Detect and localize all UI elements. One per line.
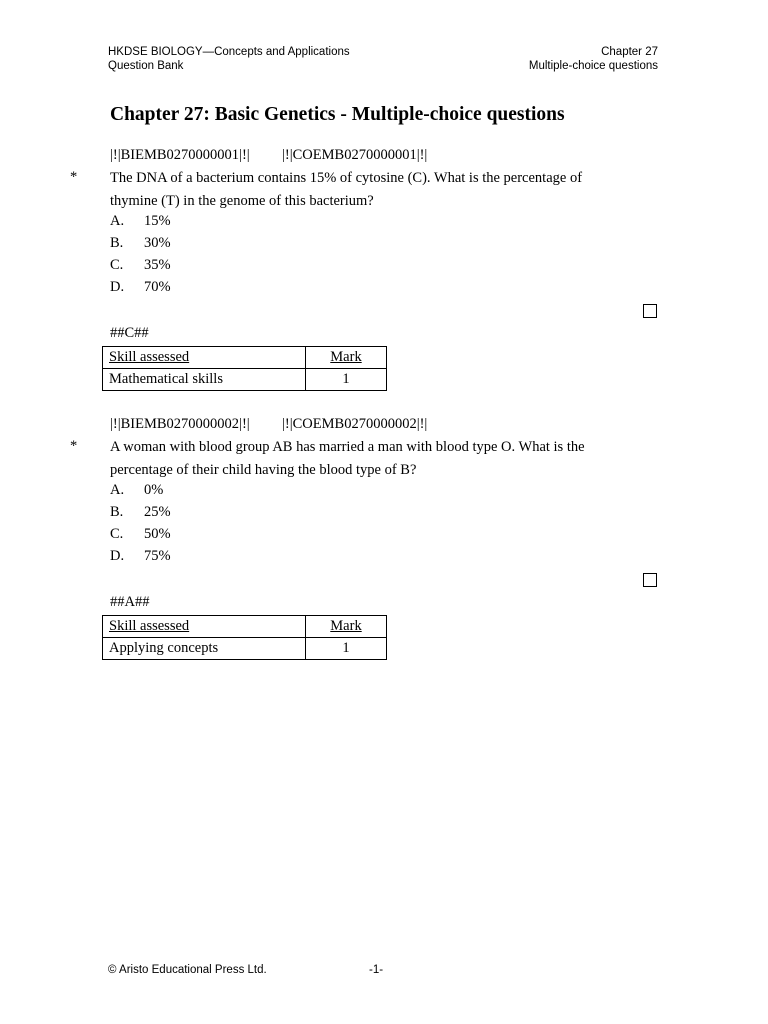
option-text: 25% [144,504,171,520]
table-row [103,638,387,660]
question-2-id-bio: |!|BIEMB0270000002|!| [110,416,250,432]
option-letter: B. [110,235,124,251]
option-letter: C. [110,526,124,542]
header-subtitle: Question Bank [108,60,184,72]
question-2-id-co: |!|COEMB0270000002|!| [282,416,428,432]
question-1-skill-table [102,346,387,391]
mark-header: Mark [330,349,362,365]
option-text: 15% [144,213,171,229]
option-letter: D. [110,548,125,564]
question-1-marker: * [70,169,78,185]
table-row [103,369,387,391]
question-2-stem: A woman with blood group AB has married a man with blood type O. What is the percentage of their child having the blood type of B? [110,439,585,478]
header-book-title: HKDSE BIOLOGY—Concepts and Applications [108,46,350,58]
question-1-answer-key: ##C## [110,325,149,341]
page-header-right [529,45,658,73]
question-1-option-b [110,235,171,252]
option-text: 70% [144,279,171,295]
question-2-ids [110,416,428,433]
table-row [103,347,387,369]
page-title: Chapter 27: Basic Genetics - Multiple-choice questions [110,104,565,125]
question-1-id-bio: |!|BIEMB0270000001|!| [110,147,250,163]
footer-page-number: -1- [369,964,384,976]
option-letter: A. [110,213,125,229]
question-1-answer-checkbox[interactable] [643,304,657,318]
question-1-option-a [110,213,171,230]
option-letter: D. [110,279,125,295]
skill-header: Skill assessed [109,349,190,365]
skill-value: Mathematical skills [103,369,306,391]
question-2-marker: * [70,438,78,454]
option-text: 50% [144,526,171,542]
header-section: Multiple-choice questions [528,60,658,72]
skill-header: Skill assessed [109,618,190,634]
header-chapter: Chapter 27 [601,46,658,58]
mark-header: Mark [330,618,362,634]
option-letter: A. [110,482,125,498]
option-text: 30% [144,235,171,251]
option-letter: C. [110,257,124,273]
question-2-skill-table [102,615,387,660]
question-2-answer-checkbox[interactable] [643,573,657,587]
question-2-option-a [110,482,163,499]
skill-header-cell [103,616,306,638]
option-letter: B. [110,504,124,520]
table-row [103,616,387,638]
mark-header-cell [306,347,387,369]
question-1-stem: The DNA of a bacterium contains 15% of cytosine (C). What is the percentage of thymine (T) in the genome of this bacterium? [110,170,583,209]
mark-value: 1 [306,638,387,660]
footer-copyright: © Aristo Educational Press Ltd. [108,964,267,976]
option-text: 35% [144,257,171,273]
skill-value: Applying concepts [103,638,306,660]
page-header-left [108,45,350,73]
question-2-option-b [110,504,171,521]
option-text: 75% [144,548,171,564]
question-1-id-co: |!|COEMB0270000001|!| [282,147,428,163]
question-1-option-c [110,257,171,274]
skill-header-cell [103,347,306,369]
question-1-ids [110,147,428,164]
question-2-option-d [110,548,171,565]
question-1-option-d [110,279,171,296]
question-2-answer-key: ##A## [110,594,150,610]
mark-header-cell [306,616,387,638]
question-2-option-c [110,526,171,543]
mark-value: 1 [306,369,387,391]
option-text: 0% [144,482,164,498]
